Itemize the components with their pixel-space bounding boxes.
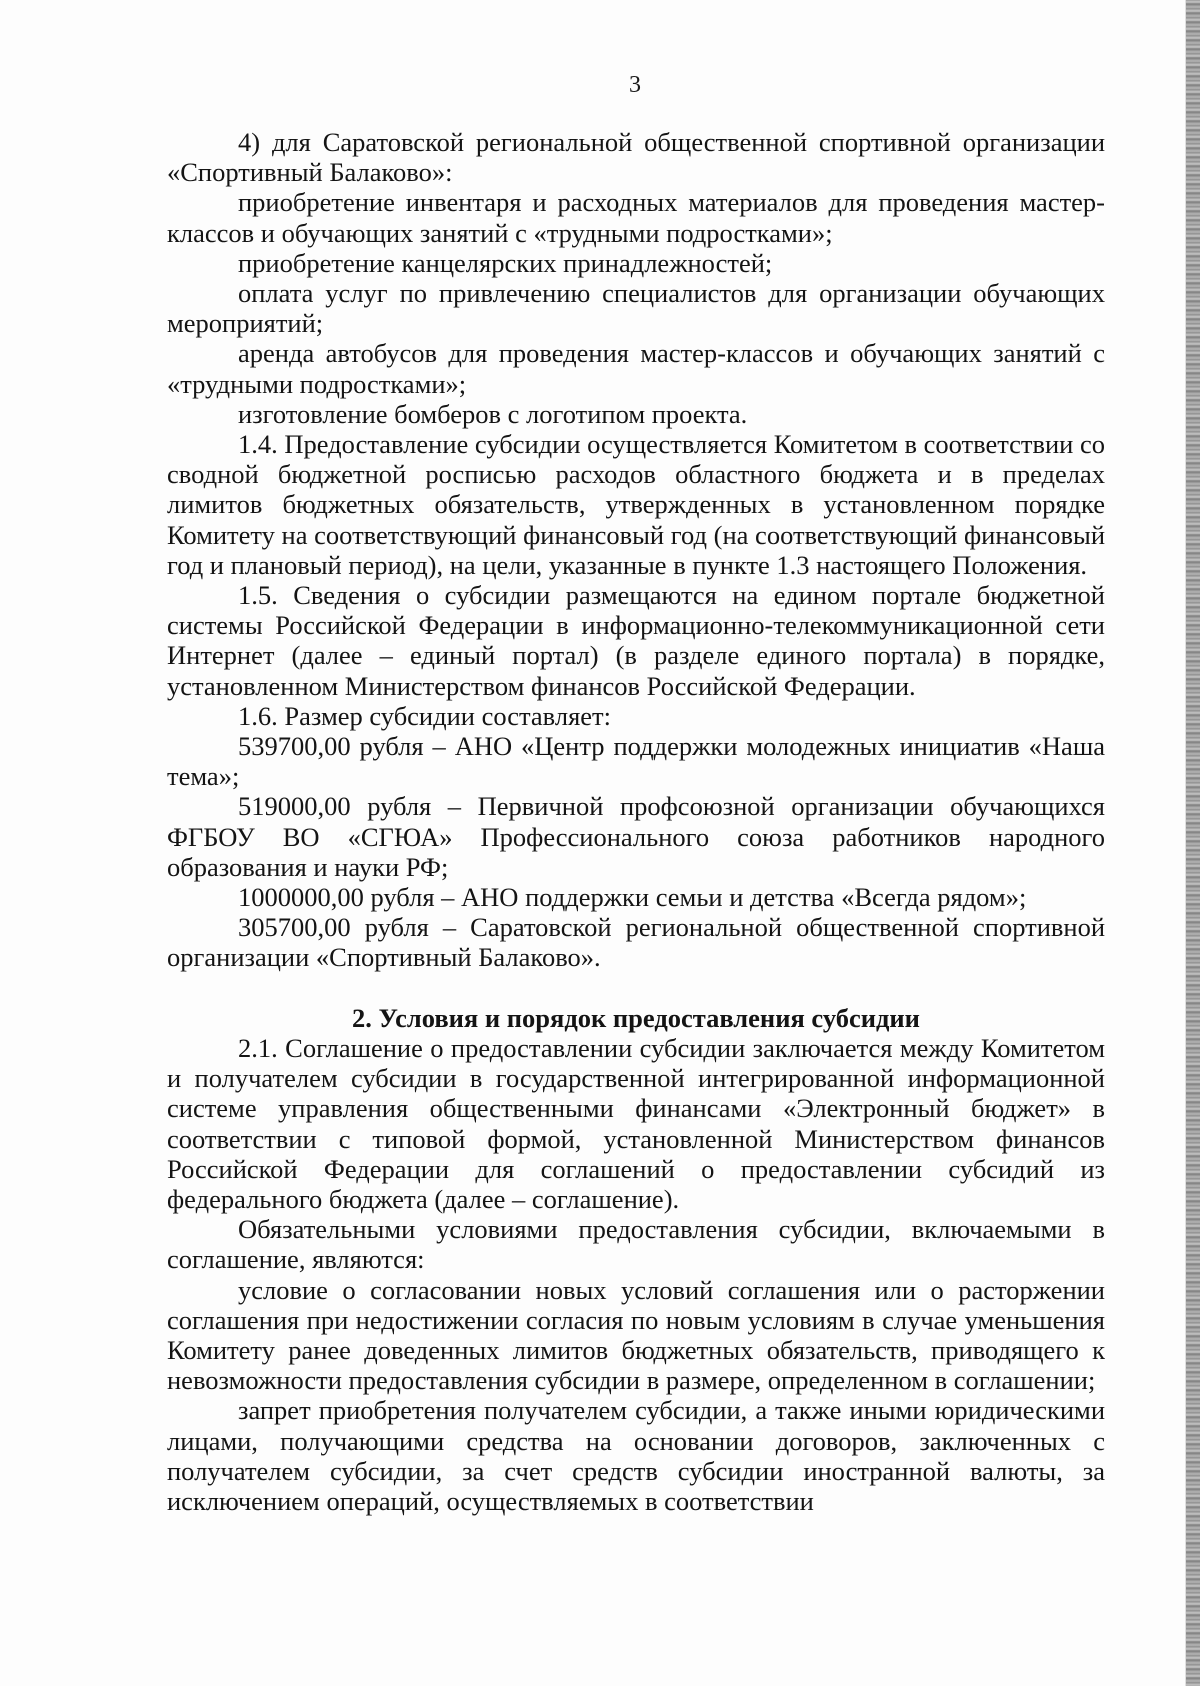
- paragraph: Обязательными условиями предоставления субсидии, включаемыми в соглашение, являются:: [167, 1214, 1105, 1275]
- paragraph: 1.6. Размер субсидии составляет:: [238, 700, 611, 731]
- paragraph: 4) для Саратовской региональной общественной спортивной организации «Спортивный Балаково»:: [167, 127, 1105, 188]
- paragraph: изготовление бомберов с логотипом проекта.: [238, 398, 748, 429]
- paragraph: 305700,00 рубля – Саратовской региональной общественной спортивной организации «Спортивный Балаково».: [167, 912, 1105, 973]
- section-heading: 2. Условия и порядок предоставления субсидии: [352, 1002, 920, 1033]
- paragraph: условие о согласовании новых условий соглашения или о расторжении соглашения при недостижении согласия по новым условиям в случае уменьшения Комитету ранее доведенных лимитов бюджетных обязательств, приводящего к невозможности предоставления субсидии в размере, определенном в соглашении;: [167, 1274, 1105, 1396]
- paragraph: приобретение инвентаря и расходных материалов для проведения мастер-классов и обучающих занятий с «трудными подростками»;: [167, 187, 1105, 248]
- paragraph: 1.4. Предоставление субсидии осуществляется Комитетом в соответствии со сводной бюджетной росписью расходов областного бюджета и в пределах лимитов бюджетных обязательств, утвержденных в установленном порядке Комитету на соответствующий финансовый год (на соответствующий финансовый год и плановый период), на цели, указанные в пункте 1.3 настоящего Положения.: [167, 429, 1105, 580]
- paragraph: оплата услуг по привлечению специалистов для организации обучающих мероприятий;: [167, 278, 1105, 339]
- paragraph: 539700,00 рубля – АНО «Центр поддержки молодежных инициатив «Наша тема»;: [167, 731, 1105, 792]
- paragraph: приобретение канцелярских принадлежностей;: [238, 247, 773, 278]
- page-number: 3: [629, 72, 641, 98]
- document-body: [167, 127, 1105, 1516]
- paragraph: 2.1. Соглашение о предоставлении субсидии заключается между Комитетом и получателем субсидии в государственной интегрированной информационной системе управления общественными финансами «Электронный бюджет» в соответствии с типовой формой, установленной Министерством финансов Российской Федерации для соглашений о предоставлении субсидий из федерального бюджета (далее – соглашение).: [167, 1032, 1105, 1214]
- paragraph: 1.5. Сведения о субсидии размещаются на едином портале бюджетной системы Российской Федерации в информационно-телекоммуникационной сети Интернет (далее – единый портал) (в разделе единого портала) в порядке, установленном Министерством финансов Российской Федерации.: [167, 580, 1105, 701]
- scan-edge: [1185, 0, 1200, 1686]
- paragraph: аренда автобусов для проведения мастер-классов и обучающих занятий с «трудными подростками»;: [167, 338, 1105, 399]
- paragraph: 1000000,00 рубля – АНО поддержки семьи и детства «Всегда рядом»;: [238, 882, 1027, 913]
- paragraph: запрет приобретения получателем субсидии, а также иными юридическими лицами, получающими средства на основании договоров, заключенных с получателем субсидии, за счет средств субсидии иностранной валюты, за исключением операций, осуществляемых в соответствии: [167, 1395, 1105, 1516]
- paragraph: 519000,00 рубля – Первичной профсоюзной организации обучающихся ФГБОУ ВО «СГЮА» Профессионального союза работников народного образования и науки РФ;: [167, 791, 1105, 882]
